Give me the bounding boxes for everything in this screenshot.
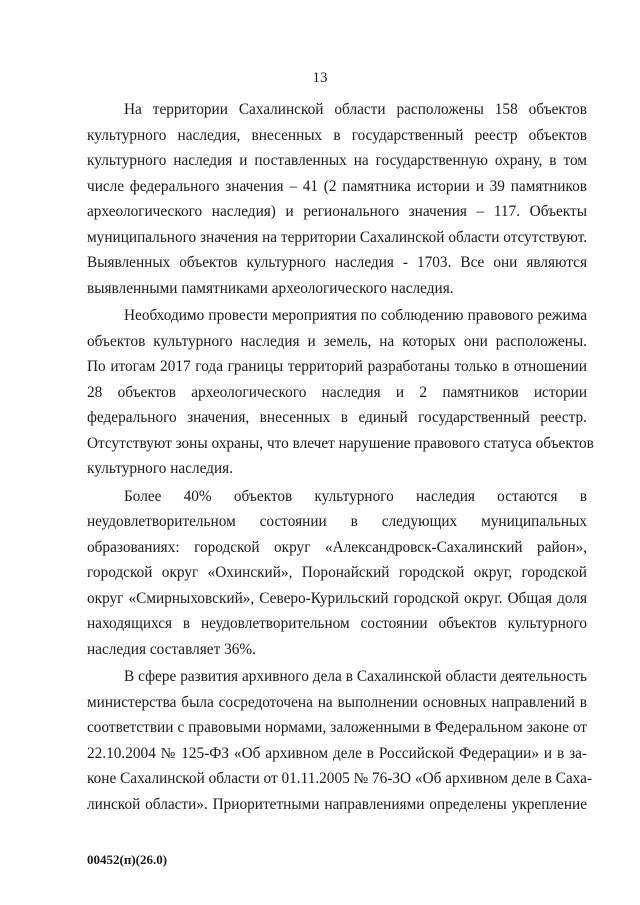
text-line: культурного наследия.: [87, 460, 234, 477]
text-line: В сфере развития архивного дела в Сахалинской области деятельность: [124, 668, 587, 685]
text-line: находящихся в неудовлетворительном состоянии объектов культурного: [87, 615, 587, 632]
text-line: наследия составляет 36%.: [87, 640, 256, 658]
text-line: федерального значения, внесенных в единый государственный реестр.: [87, 409, 587, 426]
text-line: археологического наследия) и регионального значения – 117. Объекты: [87, 203, 587, 220]
text-line: коне Сахалинской области от 01.11.2005 № 76-ЗО «Об архивном деле в Саха-: [87, 770, 592, 787]
text-line: муниципального значения на территории Сахалинской области отсутствуют.: [87, 228, 588, 246]
text-line: числе федерального значения – 41 (2 памятника истории и 39 памятников: [87, 177, 587, 195]
paragraph-archival-affairs: [87, 664, 592, 817]
text-line: 22.10.2004 № 125-ФЗ «Об архивном деле в Российской Федерации» и в за-: [87, 744, 587, 762]
text-line: Более 40% объектов культурного наследия остаются в: [124, 487, 587, 505]
paragraph-unsatisfactory-condition: [87, 484, 587, 663]
document-body: [87, 97, 594, 817]
text-line: соответствии с правовыми нормами, заложенными в Федеральном законе от: [87, 719, 587, 736]
text-line: Выявленных объектов культурного наследия - 1703. Все они являются: [87, 254, 587, 271]
text-line: округ «Смирныховский», Северо-Курильский городской округ. Общая доля: [87, 589, 587, 607]
text-line: культурного наследия, внесенных в государственный реестр объектов: [87, 126, 587, 144]
text-line: объектов культурного наследия и земель, на которых они расположены.: [87, 332, 587, 350]
text-line: культурного наследия и поставленных на государственную охрану, в том: [87, 152, 587, 169]
text-line: Отсутствуют зоны охраны, что влечет нарушение правового статуса объектов: [87, 434, 594, 452]
page-number: 13: [312, 70, 328, 86]
text-line: Необходимо провести мероприятия по соблюдению правового режима: [124, 307, 587, 324]
document-code: 00452(п)(26.0): [87, 852, 168, 867]
text-line: По итогам 2017 года границы территорий разработаны только в отношении: [87, 358, 587, 375]
text-line: линской области». Приоритетными направлениями определены укрепление: [87, 795, 587, 813]
paragraph-legal-regime-measures: [87, 303, 594, 482]
text-line: неудовлетворительном состоянии в следующих муниципальных: [87, 513, 587, 530]
text-line: министерства была сосредоточена на выполнении основных направлений в: [87, 693, 587, 711]
text-line: образованиях: городской округ «Александровск-Сахалинский район»,: [87, 538, 587, 556]
text-line: На территории Сахалинской области расположены 158 объектов: [124, 101, 587, 118]
text-line: 28 объектов археологического наследия и 2 памятников истории: [87, 383, 587, 401]
text-line: городской округ «Охинский», Поронайский городской округ, городской: [87, 564, 587, 581]
text-line: выявленными памятниками археологического наследия.: [87, 279, 454, 297]
paragraph-cultural-heritage-objects: [87, 97, 587, 301]
